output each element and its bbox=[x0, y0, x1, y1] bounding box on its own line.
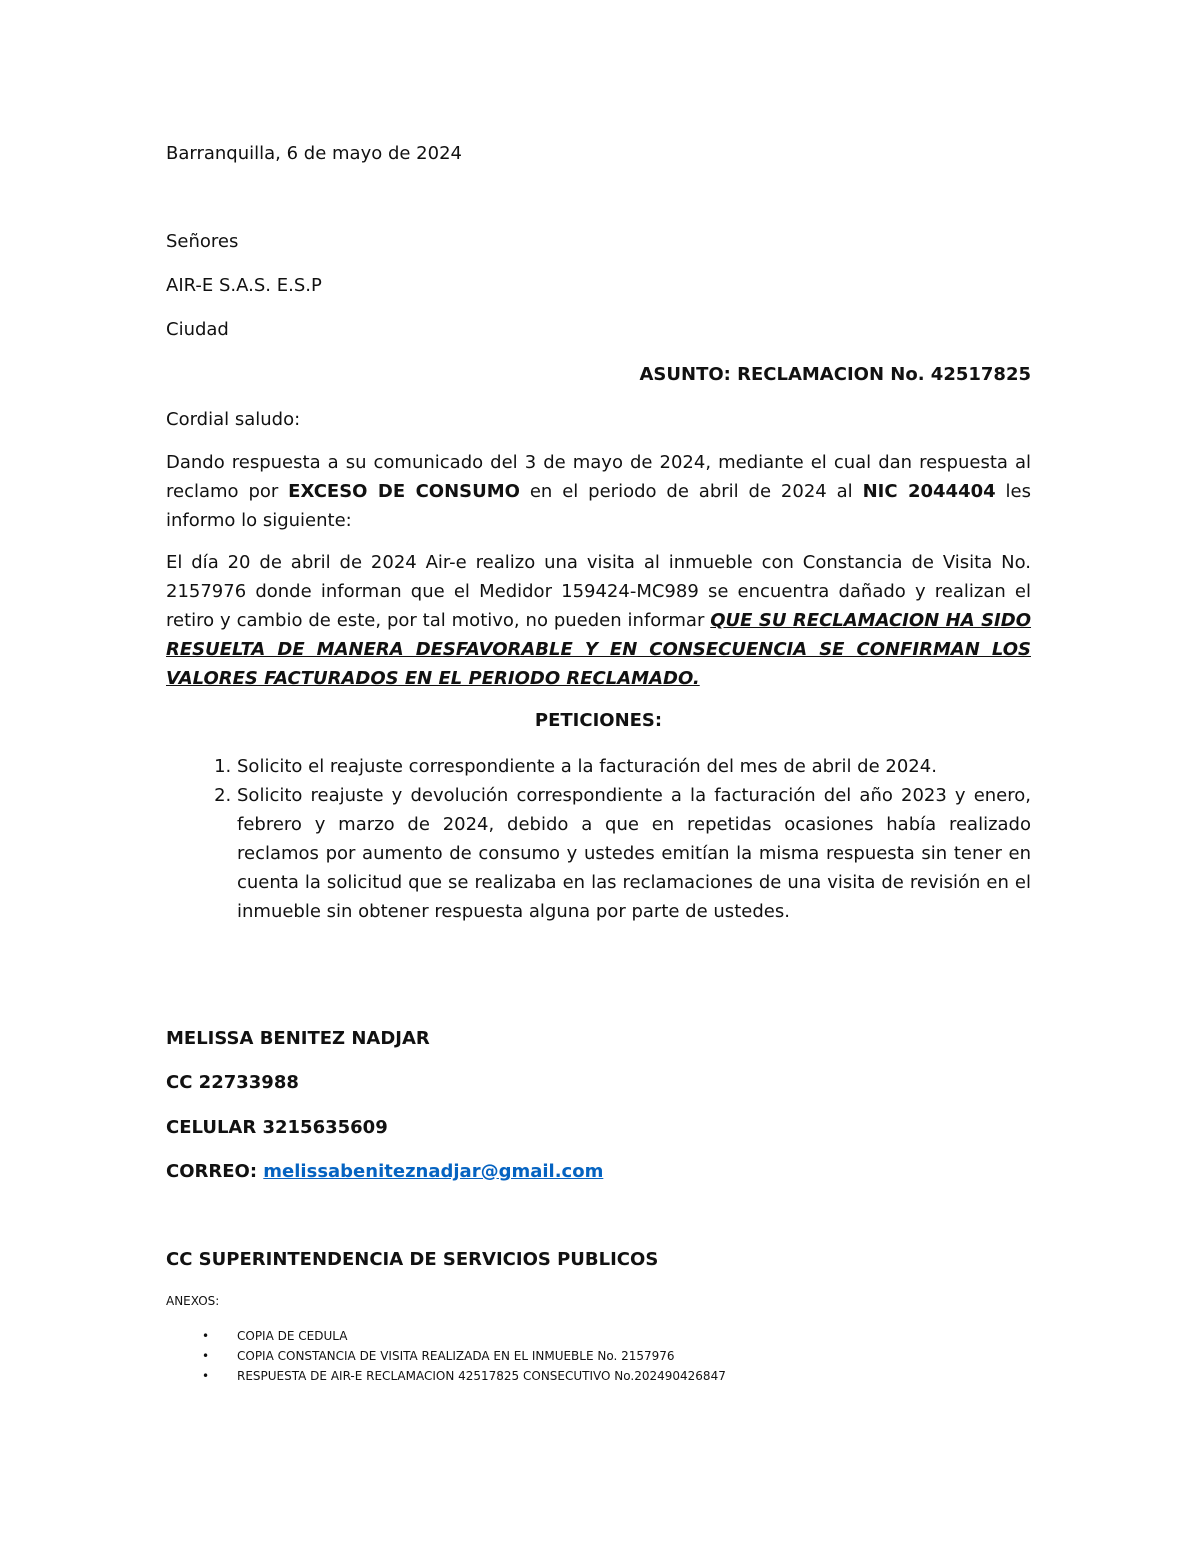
paragraph-response-part3: les informo lo siguiente: bbox=[166, 481, 1031, 531]
email-label: CORREO: bbox=[166, 1161, 264, 1182]
paragraph-visit-text: El día 20 de abril de 2024 Air-e realizo una visita al inmueble con Constancia de Visita No. 2157976 donde informan que el Medidor 159424-MC989 se encuentra dañado y realizan el retiro y cambio de este, por tal motivo, no pueden informar bbox=[166, 552, 1031, 631]
annex-item: • COPIA CONSTANCIA DE VISITA REALIZADA EN EL INMUEBLE No. 2157976 bbox=[166, 1346, 726, 1366]
excess-consumption: EXCESO DE CONSUMO bbox=[288, 481, 520, 502]
petitions-list bbox=[166, 752, 1031, 926]
signer-name: MELISSA BENITEZ NADJAR bbox=[166, 1028, 430, 1049]
recipient-company: AIR-E S.A.S. E.S.P bbox=[166, 275, 322, 296]
recipient-title: Señores bbox=[166, 231, 239, 252]
petition-item: 1. Solicito el reajuste correspondiente a la facturación del mes de abril de 2024. bbox=[237, 752, 1031, 781]
place-date: Barranquilla, 6 de mayo de 2024 bbox=[166, 143, 462, 164]
paragraph-visit-emphasis: QUE SU RECLAMACION HA SIDO RESUELTA DE MANERA DESFAVORABLE Y EN CONSECUENCIA SE CONFIRMAN LOS VALORES FACTURADOS EN EL PERIODO RECLAMADO. bbox=[166, 610, 1032, 689]
annex-item: • RESPUESTA DE AIR-E RECLAMACION 42517825 CONSECUTIVO No.202490426847 bbox=[166, 1366, 726, 1386]
signer-email-row bbox=[166, 1162, 603, 1182]
recipient-city: Ciudad bbox=[166, 319, 229, 340]
signer-id: CC 22733988 bbox=[166, 1072, 299, 1093]
annexes-label: ANEXOS: bbox=[166, 1294, 220, 1308]
paragraph-response-part2: en el periodo de abril de 2024 al bbox=[519, 481, 863, 502]
petition-item: 2. Solicito reajuste y devolución correspondiente a la facturación del año 2023 y enero, febrero y marzo de 2024, debido a que en repetidas ocasiones había realizado reclamos por aumento de consumo y ustedes emitían la misma respuesta sin tener en cuenta la solicitud que se realizaba en las reclamaciones de una visita de revisión en el inmueble sin obtener respuesta alguna por parte de ustedes. bbox=[237, 781, 1031, 926]
annex-item: • COPIA DE CEDULA bbox=[166, 1326, 726, 1346]
annexes-list bbox=[166, 1326, 726, 1386]
paragraph-visit bbox=[166, 548, 1031, 693]
paragraph-response bbox=[166, 448, 1031, 535]
subject-line: ASUNTO: RECLAMACION No. 42517825 bbox=[639, 364, 1031, 385]
paragraph-response-part1: Dando respuesta a su comunicado del 3 de mayo de 2024, mediante el cual dan respuesta al reclamo por bbox=[166, 452, 1031, 502]
nic-number: NIC 2044404 bbox=[862, 481, 996, 502]
greeting: Cordial saludo: bbox=[166, 409, 301, 430]
email-link[interactable]: melissabeniteznadjar@gmail.com bbox=[263, 1161, 604, 1182]
cc-line: CC SUPERINTENDENCIA DE SERVICIOS PUBLICOS bbox=[166, 1249, 659, 1270]
signer-phone: CELULAR 3215635609 bbox=[166, 1117, 388, 1138]
petitions-heading: PETICIONES: bbox=[534, 710, 663, 731]
